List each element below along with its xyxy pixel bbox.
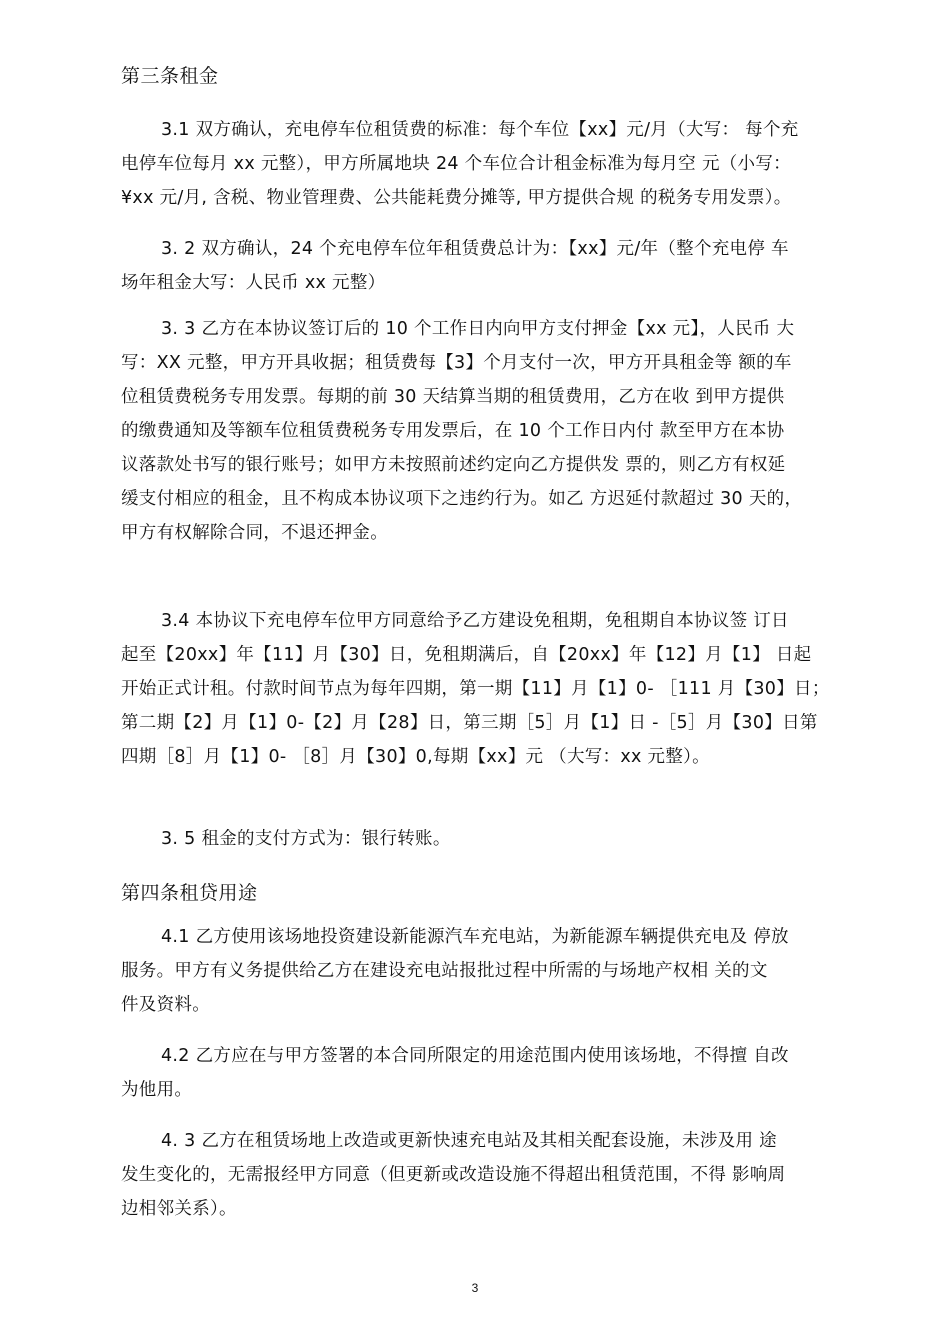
clause-3-2 (121, 232, 833, 300)
clause-line: 服务。甲方有义务提供给乙方在建设充电站报批过程中所需的与场地产权相 关的文 (121, 961, 768, 981)
section-4-heading: 第四条租贷用途 (121, 882, 258, 904)
page-number: 3 (471, 1281, 479, 1295)
clause-line: 缓支付相应的租金，且不构成本协议项下之违约行为。如乙 方迟延付款超过 30 天的， (121, 489, 803, 509)
clause-line: 3.4 本协议下充电停车位甲方同意给予乙方建设免租期，免租期自本协议签 订日 (161, 611, 789, 631)
clause-line: ¥xx 元/月, 含税、物业管理费、公共能耗费分摊等, 甲方提供合规 的税务专用发票）。 (121, 188, 792, 208)
section-3-heading: 第三条租金 (121, 65, 219, 87)
clause-line: 四期［8］月【1】0- ［8］月【30】0,每期【xx】元 （大写：xx 元整）。 (121, 747, 710, 767)
clause-4-3 (121, 1124, 833, 1226)
clause-4-2 (121, 1039, 833, 1107)
clause-3-3 (121, 312, 833, 550)
clause-line: 位租赁费税务专用发票。每期的前 30 天结算当期的租赁费用，乙方在收 到甲方提供 (121, 387, 785, 407)
clause-4-1 (121, 920, 833, 1022)
clause-line: 3. 2 双方确认，24 个充电停车位年租赁费总计为：【xx】元/年（整个充电停 车 (161, 239, 789, 259)
clause-line: 4.2 乙方应在与甲方签署的本合同所限定的用途范围内使用该场地，不得擅 自改 (161, 1046, 789, 1066)
clause-3-5 (121, 822, 833, 856)
clause-line: 第二期【2】月【1】0-【2】月【28】日，第三期［5］月【1】日 -［5］月【30】日第 (121, 713, 818, 733)
clause-3-1 (121, 113, 833, 215)
clause-line: 甲方有权解除合同，不退还押金。 (121, 523, 388, 543)
clause-line: 场年租金大写：人民币 xx 元整） (121, 273, 386, 293)
clause-line: 起至【20xx】年【11】月【30】日，免租期满后，自【20xx】年【12】月【1】 日起 (121, 645, 812, 665)
clause-line: 4. 3 乙方在租赁场地上改造或更新快速充电站及其相关配套设施，未涉及用 途 (161, 1131, 777, 1151)
clause-3-4 (121, 604, 833, 774)
clause-line: 3. 5 租金的支付方式为：银行转账。 (161, 829, 451, 849)
clause-line: 发生变化的，无需报经甲方同意（但更新或改造设施不得超出租赁范围，不得 影响周 (121, 1165, 786, 1185)
clause-line: 3. 3 乙方在本协议签订后的 10 个工作日内向甲方支付押金【xx 元】，人民币 大 (161, 319, 795, 339)
clause-line: 写：XX 元整，甲方开具收据；租赁费每【3】个月支付一次，甲方开具租金等 额的车 (121, 353, 792, 373)
clause-line: 电停车位每月 xx 元整），甲方所属地块 24 个车位合计租金标准为每月空 元（小写： (121, 154, 791, 174)
clause-line: 的缴费通知及等额车位租赁费税务专用发票后，在 10 个工作日内付 款至甲方在本协 (121, 421, 785, 441)
clause-line: 开始正式计租。付款时间节点为每年四期，第一期【11】月【1】0- ［111 月【30】日； (121, 679, 830, 699)
clause-line: 件及资料。 (121, 995, 210, 1015)
clause-line: 议落款处书写的银行账号；如甲方未按照前述约定向乙方提供发 票的，则乙方有权延 (121, 455, 786, 475)
clause-line: 为他用。 (121, 1080, 193, 1100)
clause-line: 4.1 乙方使用该场地投资建设新能源汽车充电站，为新能源车辆提供充电及 停放 (161, 927, 789, 947)
clause-line: 边相邻关系）。 (121, 1199, 237, 1219)
clause-line: 3.1 双方确认，充电停车位租赁费的标准：每个车位【xx】元/月（大写： 每个充 (161, 120, 799, 140)
